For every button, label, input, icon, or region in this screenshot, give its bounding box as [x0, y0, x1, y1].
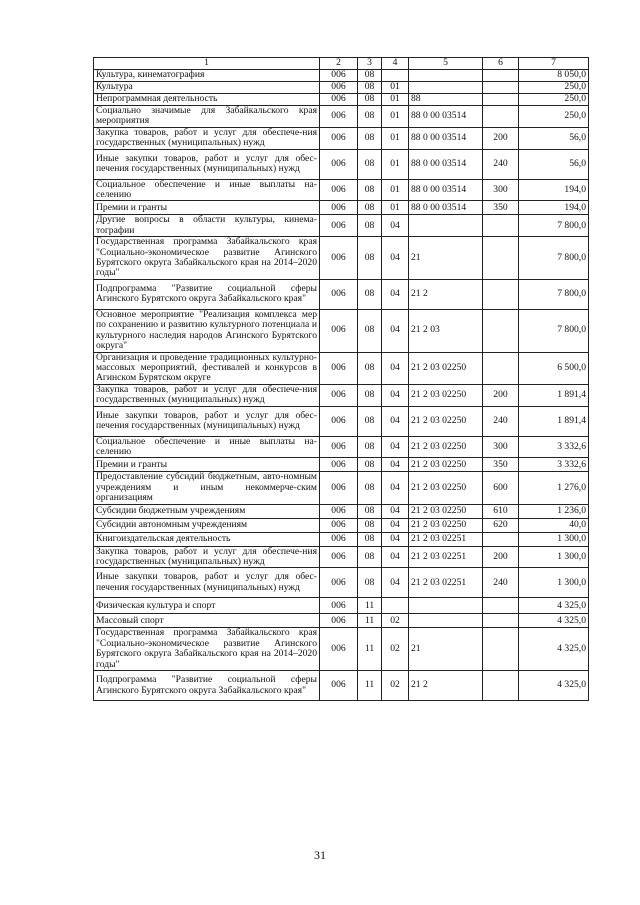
- cell-section: 08: [358, 127, 382, 149]
- cell-type: 200: [483, 127, 519, 149]
- cell-subsection: 01: [382, 179, 409, 201]
- table-row: [94, 309, 589, 352]
- cell-target: 21 2 03 02251: [409, 568, 483, 598]
- table-header-row: [94, 58, 589, 70]
- cell-code: 006: [320, 532, 358, 546]
- cell-subsection: 01: [382, 94, 409, 106]
- table-row: [94, 568, 589, 598]
- cell-name: Премии и гранты: [94, 458, 320, 472]
- table-row: [94, 458, 589, 472]
- cell-type: [483, 352, 519, 384]
- cell-target: [409, 70, 483, 82]
- cell-amount: 3 332,6: [519, 436, 589, 458]
- cell-name: Подпрограмма "Развитие социальной сферы Агинского Бурятского округа Забайкальского края": [94, 279, 320, 309]
- cell-name: Социальное обеспечение и иные выплаты на-селению: [94, 436, 320, 458]
- cell-code: 006: [320, 201, 358, 215]
- cell-subsection: 02: [382, 628, 409, 671]
- cell-type: [483, 279, 519, 309]
- cell-section: 08: [358, 568, 382, 598]
- cell-type: [483, 309, 519, 352]
- cell-subsection: 04: [382, 504, 409, 518]
- cell-code: 006: [320, 127, 358, 149]
- cell-code: 006: [320, 504, 358, 518]
- cell-subsection: 02: [382, 671, 409, 701]
- table-row: [94, 472, 589, 504]
- table-row: [94, 70, 589, 82]
- cell-name: Подпрограмма "Развитие социальной сферы Агинского Бурятского округа Забайкальского края": [94, 671, 320, 701]
- table-row: [94, 518, 589, 532]
- cell-subsection: 04: [382, 472, 409, 504]
- cell-amount: 56,0: [519, 127, 589, 149]
- cell-target: [409, 598, 483, 614]
- cell-subsection: 04: [382, 309, 409, 352]
- cell-type: [483, 106, 519, 128]
- cell-type: [483, 70, 519, 82]
- cell-name: Другие вопросы в области культуры, кинема-тографии: [94, 215, 320, 237]
- table-row: [94, 598, 589, 614]
- cell-name: Субсидии бюджетным учреждениям: [94, 504, 320, 518]
- cell-code: 006: [320, 406, 358, 436]
- cell-amount: 4 325,0: [519, 671, 589, 701]
- cell-type: [483, 628, 519, 671]
- cell-target: 21: [409, 237, 483, 280]
- cell-code: 006: [320, 179, 358, 201]
- cell-type: 600: [483, 472, 519, 504]
- cell-code: 006: [320, 568, 358, 598]
- table-row: [94, 628, 589, 671]
- cell-type: [483, 671, 519, 701]
- table-row: [94, 352, 589, 384]
- cell-section: 08: [358, 532, 382, 546]
- cell-name: Иные закупки товаров, работ и услуг для обес-печения государственных (муниципальных) нужд: [94, 568, 320, 598]
- cell-amount: 194,0: [519, 201, 589, 215]
- cell-section: 11: [358, 598, 382, 614]
- cell-target: 21 2: [409, 671, 483, 701]
- cell-type: 350: [483, 201, 519, 215]
- cell-subsection: 04: [382, 518, 409, 532]
- cell-subsection: 04: [382, 458, 409, 472]
- cell-section: 08: [358, 237, 382, 280]
- table-row: [94, 279, 589, 309]
- cell-name: Непрограммная деятельность: [94, 94, 320, 106]
- cell-target: 21 2 03 02250: [409, 352, 483, 384]
- cell-name: Организация и проведение традиционных культурно-массовых мероприятий, фестивалей и конкурсов в Агинском Бурятском округе: [94, 352, 320, 384]
- cell-section: 08: [358, 546, 382, 568]
- cell-name: Государственная программа Забайкальского края "Социально-экономическое развитие Агинского Бурятского округа Забайкальского края на 2014–2020 годы": [94, 237, 320, 280]
- cell-section: 08: [358, 70, 382, 82]
- cell-amount: 8 050,0: [519, 70, 589, 82]
- cell-code: 006: [320, 106, 358, 128]
- column-header: 3: [358, 58, 382, 70]
- cell-target: 21 2 03 02250: [409, 458, 483, 472]
- cell-subsection: [382, 598, 409, 614]
- table-row: [94, 614, 589, 628]
- cell-target: 88 0 00 03514: [409, 127, 483, 149]
- cell-type: [483, 94, 519, 106]
- cell-type: [483, 215, 519, 237]
- cell-code: 006: [320, 215, 358, 237]
- cell-subsection: 04: [382, 406, 409, 436]
- cell-type: 200: [483, 384, 519, 406]
- cell-target: 21 2 03 02250: [409, 518, 483, 532]
- cell-amount: 194,0: [519, 179, 589, 201]
- cell-target: 88: [409, 94, 483, 106]
- cell-target: 21 2: [409, 279, 483, 309]
- cell-type: [483, 598, 519, 614]
- cell-name: Основное мероприятие "Реализация комплекса мер по сохранению и развитию культурного потенциала и культурного наследия народов Агинского Бурятского округа": [94, 309, 320, 352]
- cell-name: Предоставление субсидий бюджетным, авто-номным учреждениям и иным некоммерче-ским организациям: [94, 472, 320, 504]
- cell-amount: 250,0: [519, 82, 589, 94]
- cell-name: Иные закупки товаров, работ и услуг для обес-печения государственных (муниципальных) нужд: [94, 406, 320, 436]
- cell-type: 300: [483, 436, 519, 458]
- cell-target: 88 0 00 03514: [409, 149, 483, 179]
- cell-target: [409, 614, 483, 628]
- cell-amount: 4 325,0: [519, 628, 589, 671]
- column-header: 6: [483, 58, 519, 70]
- cell-name: Закупка товаров, работ и услуг для обеспече-ния государственных (муниципальных) нужд: [94, 384, 320, 406]
- cell-code: 006: [320, 94, 358, 106]
- table-row: [94, 106, 589, 128]
- cell-subsection: 04: [382, 352, 409, 384]
- column-header: 2: [320, 58, 358, 70]
- cell-name: Культура, кинематография: [94, 70, 320, 82]
- cell-section: 08: [358, 94, 382, 106]
- cell-amount: 7 800,0: [519, 237, 589, 280]
- cell-target: 21 2 03 02251: [409, 532, 483, 546]
- cell-type: [483, 82, 519, 94]
- table-row: [94, 546, 589, 568]
- cell-target: 88 0 00 03514: [409, 201, 483, 215]
- cell-subsection: 02: [382, 614, 409, 628]
- cell-name: Государственная программа Забайкальского края "Социально-экономическое развитие Агинского Бурятского округа Забайкальского края на 2014–2020 годы": [94, 628, 320, 671]
- cell-target: 21 2 03 02250: [409, 384, 483, 406]
- cell-amount: 1 300,0: [519, 532, 589, 546]
- cell-section: 08: [358, 352, 382, 384]
- cell-section: 08: [358, 82, 382, 94]
- cell-name: Субсидии автономным учреждениям: [94, 518, 320, 532]
- cell-amount: 1 891,4: [519, 406, 589, 436]
- cell-target: 21 2 03 02250: [409, 406, 483, 436]
- cell-code: 006: [320, 279, 358, 309]
- cell-code: 006: [320, 352, 358, 384]
- cell-amount: 4 325,0: [519, 598, 589, 614]
- cell-amount: 1 891,4: [519, 384, 589, 406]
- cell-target: 88 0 00 03514: [409, 106, 483, 128]
- cell-subsection: 01: [382, 106, 409, 128]
- cell-code: 006: [320, 82, 358, 94]
- cell-section: 11: [358, 628, 382, 671]
- cell-name: Премии и гранты: [94, 201, 320, 215]
- cell-amount: 7 800,0: [519, 279, 589, 309]
- table-row: [94, 532, 589, 546]
- cell-subsection: 04: [382, 532, 409, 546]
- cell-name: Физическая культура и спорт: [94, 598, 320, 614]
- cell-amount: 1 300,0: [519, 546, 589, 568]
- table-row: [94, 201, 589, 215]
- cell-code: 006: [320, 237, 358, 280]
- cell-code: 006: [320, 671, 358, 701]
- cell-amount: 4 325,0: [519, 614, 589, 628]
- cell-code: 006: [320, 458, 358, 472]
- cell-type: 240: [483, 149, 519, 179]
- cell-subsection: 04: [382, 279, 409, 309]
- cell-code: 006: [320, 518, 358, 532]
- cell-section: 08: [358, 215, 382, 237]
- cell-type: 350: [483, 458, 519, 472]
- cell-type: [483, 532, 519, 546]
- cell-target: 88 0 00 03514: [409, 179, 483, 201]
- table-row: [94, 436, 589, 458]
- cell-subsection: [382, 70, 409, 82]
- cell-section: 08: [358, 458, 382, 472]
- cell-amount: 250,0: [519, 94, 589, 106]
- cell-section: 08: [358, 518, 382, 532]
- cell-target: 21: [409, 628, 483, 671]
- cell-section: 08: [358, 149, 382, 179]
- table-row: [94, 179, 589, 201]
- cell-amount: 1 236,0: [519, 504, 589, 518]
- cell-type: [483, 237, 519, 280]
- cell-amount: 1 300,0: [519, 568, 589, 598]
- cell-amount: 1 276,0: [519, 472, 589, 504]
- cell-code: 006: [320, 70, 358, 82]
- column-header: 7: [519, 58, 589, 70]
- cell-code: 006: [320, 384, 358, 406]
- cell-target: 21 2 03 02250: [409, 504, 483, 518]
- table-row: [94, 127, 589, 149]
- cell-code: 006: [320, 472, 358, 504]
- cell-subsection: 04: [382, 215, 409, 237]
- cell-type: 200: [483, 546, 519, 568]
- cell-target: 21 2 03 02250: [409, 472, 483, 504]
- budget-table: [93, 57, 589, 701]
- cell-subsection: 04: [382, 568, 409, 598]
- table-row: [94, 671, 589, 701]
- cell-name: Массовый спорт: [94, 614, 320, 628]
- cell-target: [409, 82, 483, 94]
- cell-subsection: 04: [382, 546, 409, 568]
- cell-name: Закупка товаров, работ и услуг для обеспече-ния государственных (муниципальных) нужд: [94, 127, 320, 149]
- cell-amount: 7 800,0: [519, 309, 589, 352]
- page-number: 31: [314, 848, 326, 862]
- column-header: 1: [94, 58, 320, 70]
- cell-type: 610: [483, 504, 519, 518]
- cell-section: 08: [358, 504, 382, 518]
- cell-amount: 7 800,0: [519, 215, 589, 237]
- cell-code: 006: [320, 546, 358, 568]
- cell-section: 08: [358, 309, 382, 352]
- cell-code: 006: [320, 614, 358, 628]
- cell-section: 08: [358, 384, 382, 406]
- cell-code: 006: [320, 436, 358, 458]
- cell-section: 11: [358, 671, 382, 701]
- table-row: [94, 149, 589, 179]
- cell-section: 08: [358, 406, 382, 436]
- cell-subsection: 01: [382, 82, 409, 94]
- cell-amount: 250,0: [519, 106, 589, 128]
- cell-section: 08: [358, 106, 382, 128]
- cell-code: 006: [320, 628, 358, 671]
- column-header: 5: [409, 58, 483, 70]
- cell-amount: 40,0: [519, 518, 589, 532]
- cell-name: Культура: [94, 82, 320, 94]
- cell-amount: 3 332,6: [519, 458, 589, 472]
- cell-name: Иные закупки товаров, работ и услуг для обес-печения государственных (муниципальных) нужд: [94, 149, 320, 179]
- cell-type: 240: [483, 568, 519, 598]
- cell-code: 006: [320, 598, 358, 614]
- cell-section: 08: [358, 201, 382, 215]
- cell-target: [409, 215, 483, 237]
- budget-table-body: [94, 58, 589, 701]
- cell-name: Книгоиздательская деятельность: [94, 532, 320, 546]
- cell-type: 620: [483, 518, 519, 532]
- cell-section: 08: [358, 179, 382, 201]
- cell-type: 240: [483, 406, 519, 436]
- cell-target: 21 2 03 02250: [409, 436, 483, 458]
- cell-type: 300: [483, 179, 519, 201]
- cell-name: Социальное обеспечение и иные выплаты на-селению: [94, 179, 320, 201]
- cell-code: 006: [320, 149, 358, 179]
- table-row: [94, 504, 589, 518]
- table-row: [94, 82, 589, 94]
- column-header: 4: [382, 58, 409, 70]
- cell-subsection: 04: [382, 384, 409, 406]
- cell-name: Закупка товаров, работ и услуг для обеспече-ния государственных (муниципальных) нужд: [94, 546, 320, 568]
- table-row: [94, 215, 589, 237]
- cell-subsection: 04: [382, 436, 409, 458]
- cell-code: 006: [320, 309, 358, 352]
- table-row: [94, 237, 589, 280]
- cell-section: 08: [358, 472, 382, 504]
- table-row: [94, 406, 589, 436]
- cell-target: 21 2 03 02251: [409, 546, 483, 568]
- cell-name: Социально значимые для Забайкальского края мероприятия: [94, 106, 320, 128]
- cell-subsection: 01: [382, 127, 409, 149]
- table-row: [94, 94, 589, 106]
- cell-amount: 6 500,0: [519, 352, 589, 384]
- cell-subsection: 04: [382, 237, 409, 280]
- cell-subsection: 01: [382, 201, 409, 215]
- cell-subsection: 01: [382, 149, 409, 179]
- cell-amount: 56,0: [519, 149, 589, 179]
- cell-section: 11: [358, 614, 382, 628]
- table-row: [94, 384, 589, 406]
- cell-section: 08: [358, 436, 382, 458]
- cell-section: 08: [358, 279, 382, 309]
- cell-type: [483, 614, 519, 628]
- cell-target: 21 2 03: [409, 309, 483, 352]
